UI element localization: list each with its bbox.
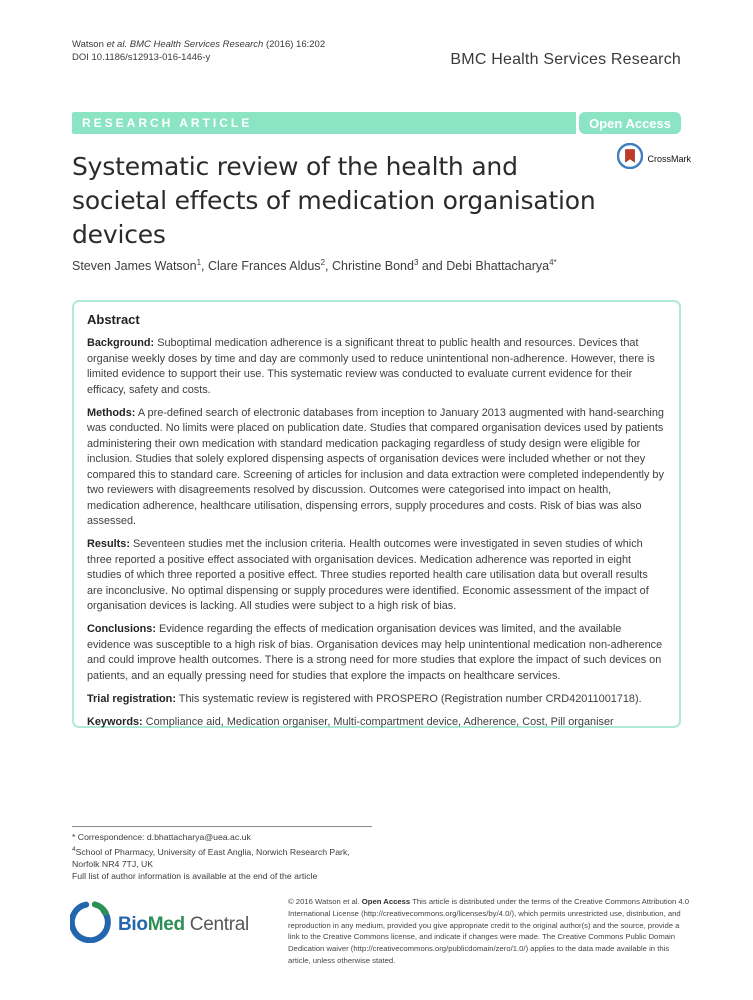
research-article-banner (72, 112, 576, 134)
abstract-results: Results: Seventeen studies met the inclusion criteria. Health outcomes were investigated in seven studies of which three reported a positive effect associated with organisation devices. Medication adherence was reported in eight studies of which three reported a positive effect. Three studies reported health care utilisation data but overall results are inconclusive. No optimal dispensing or supply procedures were identified. Economic assessment of the impact of organisation devices is lacking. All studies were subject to a high risk of bias. (87, 538, 649, 612)
license-notice: © 2016 Watson et al. Open Access This article is distributed under the terms of the Creative Commons Attribution 4.0 International License (http://creativecommons.org/licenses/by/4.0/), which permits unrestricted use, distribution, and reproduction in any medium, provided you give appropriate credit to the original author(s) and the source, provide a link to the Creative Commons license, and indicate if changes were made. The Creative Commons Public Domain Dedication waiver (http://creativecommons.org/publicdomain/zero/1.0/) applies to the data made available in this article, unless otherwise stated. (288, 897, 690, 965)
abstract-background: Background: Suboptimal medication adherence is a significant threat to public health and resources. Devices that organise weekly doses by time and day are commonly used to reduce unintentional non-adherence. However, there is limited evidence to support their use. This systematic review was conducted to evaluate current evidence for their efficacy, safety and costs. (87, 337, 655, 396)
article-type-label: RESEARCH ARTICLE (82, 116, 253, 130)
title-line-2: societal effects of medication organisation (72, 186, 596, 215)
abstract-heading: Abstract (87, 312, 140, 327)
author: Christine Bond$^3$ and (331, 258, 447, 274)
biomed-central-ring-icon (70, 901, 112, 948)
correspondence-line: * Correspondence: d.bhattacharya@uea.ac.uk (72, 832, 251, 842)
title-line-1: Systematic review of the health and (72, 152, 518, 181)
title-line-3: devices (72, 220, 166, 249)
biomed-central-logo (70, 901, 249, 948)
author: Clare Frances Aldus$^2$, (208, 258, 332, 274)
footnotes (72, 831, 382, 883)
abstract-keywords: Keywords: Compliance aid, Medication organiser, Multi-compartment device, Adherence, Cost, Pill organiser (87, 715, 614, 728)
abstract-box (72, 300, 681, 728)
author: Steven James Watson$^1$, (72, 258, 208, 274)
abstract-trial-registration: Trial registration: This systematic review is registered with PROSPERO (Registration number CRD42011001718). (87, 692, 642, 705)
open-access-badge (579, 112, 681, 134)
author: Debi Bhattacharya$^{4*}$ (446, 258, 557, 274)
article-type-banner (72, 112, 681, 134)
affiliation-line-1: $^4$School of Pharmacy, University of East Anglia, Norwich Research Park, (72, 845, 350, 857)
abstract-methods: Methods: A pre-defined search of electronic databases from inception to January 2013 augmented with hand-searching was conducted. No limits were placed on publication date. Studies that compared organisation devices used by patients administering their own medication with standard medication packaging regardless of study design were eligible for inclusion. Studies that solely explored dispensing aspects of organisation devices were included whether or not they compared this to standard care. Screening of articles for inclusion and data extraction were completed independently by two reviewers with disagreements resolved by discussion. Outcomes were categorised into impact on health, medication adherence, healthcare utilisation, dispensing errors, supply procedures and costs. Risk of bias was also assessed. (87, 406, 664, 527)
author-info-note: Full list of author information is available at the end of the article (72, 871, 318, 882)
abstract-conclusions: Conclusions: Evidence regarding the effects of medication organisation devices was limited, and the available evidence was susceptible to a high risk of bias. Organisation devices may help unintentional medication non-adherence and could improve health outcomes. There is a strong need for more studies that explore the impact of such devices on patients, and an equally pressing need for studies that explore the impacts on healthcare services. (87, 623, 663, 682)
page-header (72, 38, 681, 68)
footnote-divider (72, 826, 372, 827)
citation-line: Watson et al. BMC Health Services Research (2016) 16:202 (72, 39, 326, 50)
affiliation-line-2: Norfolk NR4 7TJ, UK (72, 858, 154, 869)
article-title (72, 150, 632, 252)
journal-name: BMC Health Services Research (450, 51, 681, 68)
author-list (72, 258, 681, 273)
crossmark-label: CrossMark (647, 153, 691, 164)
biomed-central-wordmark: BioMed Central (118, 913, 249, 935)
doi-line: DOI 10.1186/s12913-016-1446-y (72, 52, 211, 63)
open-access-label: Open Access (589, 115, 671, 131)
